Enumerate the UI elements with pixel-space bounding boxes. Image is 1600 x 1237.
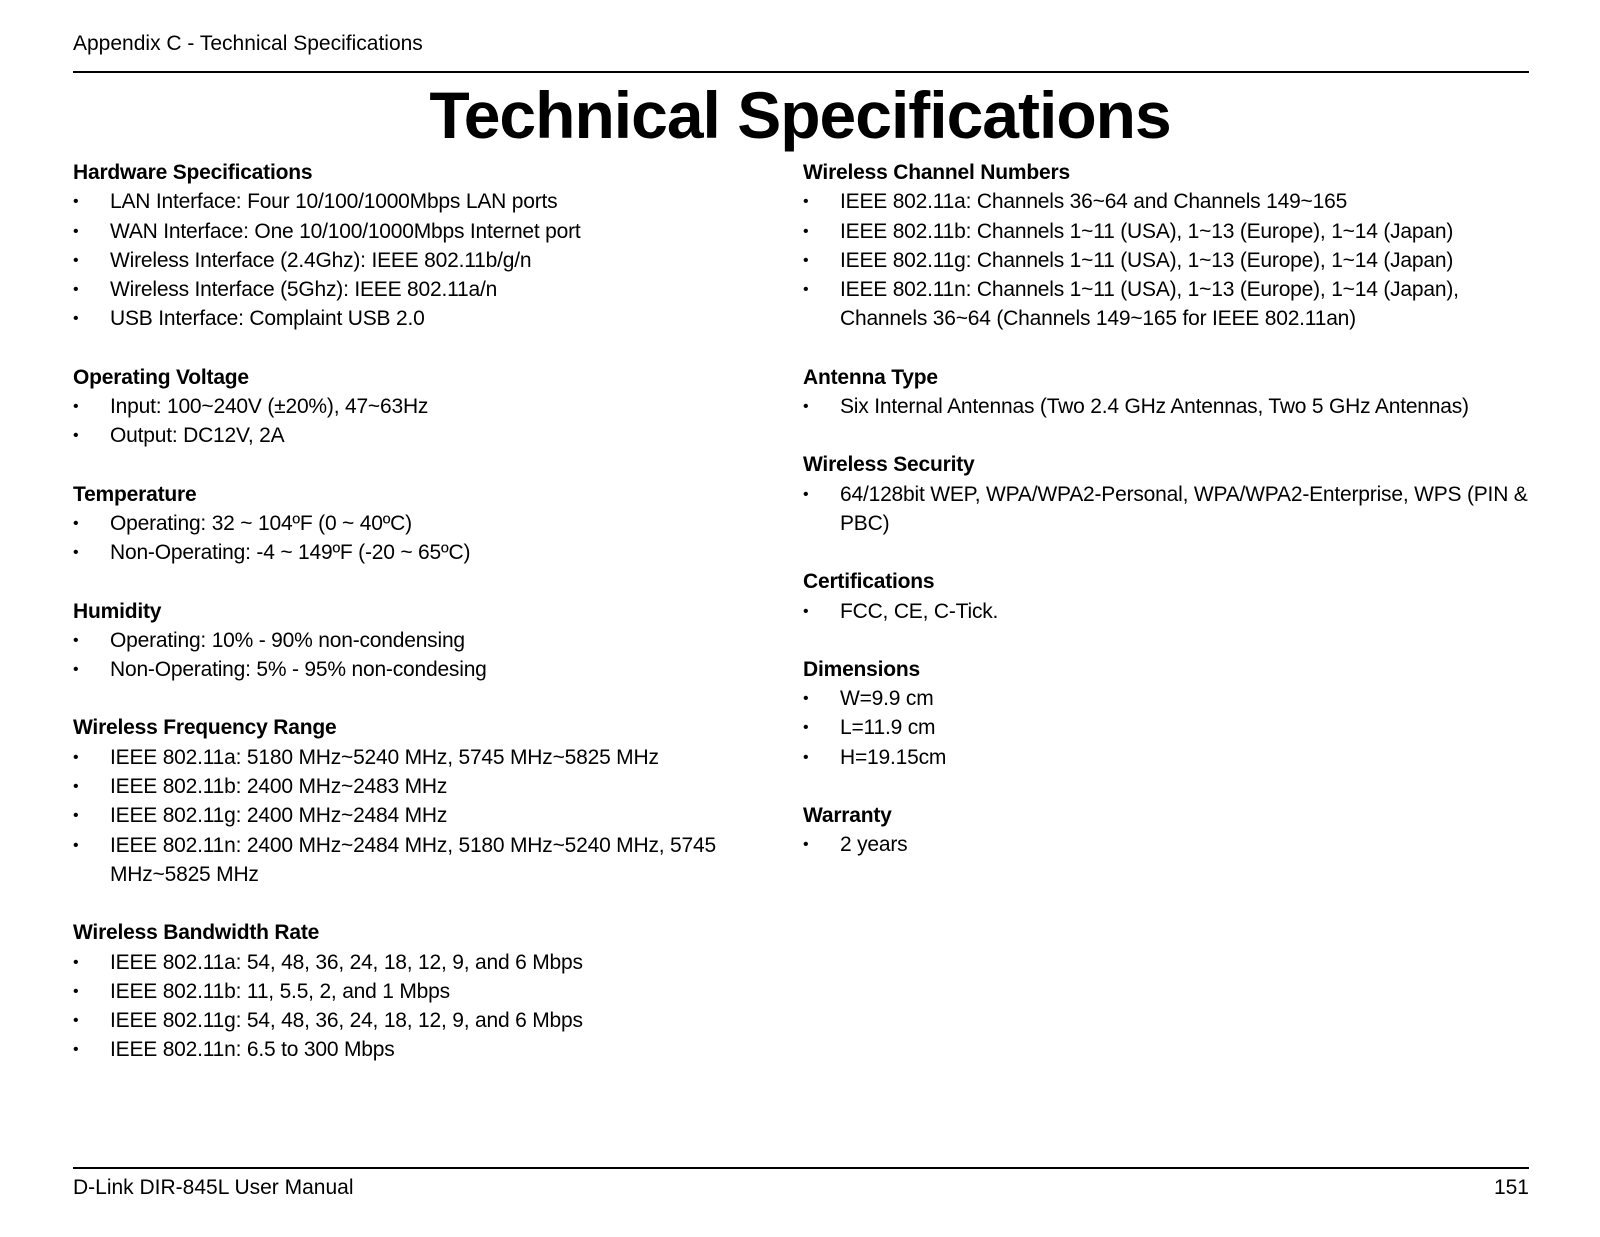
spec-item: • FCC, CE, C-Tick. <box>803 597 1533 626</box>
spec-item: • IEEE 802.11g: 2400 MHz~2484 MHz <box>73 801 773 830</box>
spec-item: • Six Internal Antennas (Two 2.4 GHz Antennas, Two 5 GHz Antennas) <box>803 392 1533 421</box>
spec-list <box>803 187 1533 333</box>
section-heading: Wireless Bandwidth Rate <box>73 921 320 945</box>
spec-section-hardware-specifications <box>73 158 773 334</box>
section-heading: Temperature <box>73 482 197 506</box>
header-divider <box>73 71 1529 73</box>
spec-section-wireless-channel-numbers <box>803 158 1533 334</box>
page-title: Technical Specifications <box>429 78 1171 152</box>
spec-item: • Non-Operating: 5% - 95% non-condesing <box>73 655 773 684</box>
spec-section-humidity <box>73 597 773 685</box>
spec-section-operating-voltage <box>73 363 773 451</box>
spec-item: • IEEE 802.11g: 54, 48, 36, 24, 18, 12, 9, and 6 Mbps <box>73 1006 773 1035</box>
spec-section-antenna-type <box>803 363 1533 422</box>
spec-list <box>73 392 773 451</box>
spec-item: • WAN Interface: One 10/100/1000Mbps Internet port <box>73 217 773 246</box>
manual-title: D-Link DIR-845L User Manual <box>73 1176 354 1199</box>
spec-section-wireless-frequency-range <box>73 713 773 889</box>
spec-item: • 64/128bit WEP, WPA/WPA2-Personal, WPA/WPA2-Enterprise, WPS (PIN & PBC) <box>803 480 1533 539</box>
spec-section-dimensions <box>803 655 1533 772</box>
spec-item: • USB Interface: Complaint USB 2.0 <box>73 304 773 333</box>
spec-item: • Output: DC12V, 2A <box>73 421 773 450</box>
spec-list <box>803 392 1533 421</box>
spec-item: • IEEE 802.11b: 2400 MHz~2483 MHz <box>73 772 773 801</box>
spec-item: • IEEE 802.11a: 5180 MHz~5240 MHz, 5745 MHz~5825 MHz <box>73 743 773 772</box>
spec-item: • Operating: 10% - 90% non-condensing <box>73 626 773 655</box>
spec-section-wireless-security <box>803 450 1533 538</box>
spec-list <box>73 948 773 1065</box>
spec-item: • IEEE 802.11n: Channels 1~11 (USA), 1~13 (Europe), 1~14 (Japan), Channels 36~64 (Channels 149~165 for IEEE 802.11an) <box>803 275 1533 334</box>
header-section-label: Appendix C - Technical Specifications <box>73 32 423 55</box>
section-heading: Operating Voltage <box>73 365 249 389</box>
spec-list <box>803 597 1533 626</box>
section-heading: Dimensions <box>803 657 921 681</box>
spec-item: • IEEE 802.11a: Channels 36~64 and Channels 149~165 <box>803 187 1533 216</box>
section-heading: Hardware Specifications <box>73 161 313 184</box>
spec-list <box>803 684 1533 772</box>
spec-section-certifications <box>803 567 1533 626</box>
spec-item: • Operating: 32 ~ 104ºF (0 ~ 40ºC) <box>73 509 773 538</box>
spec-item: • IEEE 802.11b: Channels 1~11 (USA), 1~13 (Europe), 1~14 (Japan) <box>803 217 1533 246</box>
spec-list <box>73 743 773 889</box>
spec-list <box>73 509 773 568</box>
spec-section-warranty <box>803 801 1533 860</box>
spec-item: • Non-Operating: -4 ~ 149ºF (-20 ~ 65ºC) <box>73 538 773 567</box>
spec-item: • LAN Interface: Four 10/100/1000Mbps LAN ports <box>73 187 773 216</box>
spec-item: • IEEE 802.11n: 6.5 to 300 Mbps <box>73 1035 773 1064</box>
spec-item: • IEEE 802.11g: Channels 1~11 (USA), 1~13 (Europe), 1~14 (Japan) <box>803 246 1533 275</box>
section-heading: Humidity <box>73 599 162 623</box>
spec-item: • L=11.9 cm <box>803 713 1533 742</box>
section-heading: Warranty <box>803 804 892 828</box>
spec-list <box>73 626 773 685</box>
spec-item: • H=19.15cm <box>803 743 1533 772</box>
spec-item: • IEEE 802.11b: 11, 5.5, 2, and 1 Mbps <box>73 977 773 1006</box>
spec-item: • Wireless Interface (5Ghz): IEEE 802.11a/n <box>73 275 773 304</box>
page-header <box>73 30 1529 58</box>
spec-item: • IEEE 802.11n: 2400 MHz~2484 MHz, 5180 MHz~5240 MHz, 5745 MHz~5825 MHz <box>73 831 773 890</box>
section-heading: Wireless Security <box>803 453 975 477</box>
section-heading: Wireless Channel Numbers <box>803 161 1070 184</box>
spec-list <box>803 830 1533 859</box>
section-heading: Wireless Frequency Range <box>73 716 337 740</box>
spec-list <box>73 187 773 333</box>
spec-section-temperature <box>73 480 773 568</box>
spec-section-wireless-bandwidth-rate <box>73 918 773 1064</box>
right-column <box>803 158 1533 889</box>
spec-item: • 2 years <box>803 830 1533 859</box>
spec-item: • Input: 100~240V (±20%), 47~63Hz <box>73 392 773 421</box>
section-heading: Antenna Type <box>803 365 938 389</box>
spec-item: • Wireless Interface (2.4Ghz): IEEE 802.11b/g/n <box>73 246 773 275</box>
spec-item: • W=9.9 cm <box>803 684 1533 713</box>
left-column <box>73 158 773 1094</box>
spec-item: • IEEE 802.11a: 54, 48, 36, 24, 18, 12, 9, and 6 Mbps <box>73 948 773 977</box>
footer-divider <box>73 1167 1529 1169</box>
section-heading: Certifications <box>803 570 935 594</box>
page-number: 151 <box>1493 1176 1529 1199</box>
spec-list <box>803 480 1533 539</box>
